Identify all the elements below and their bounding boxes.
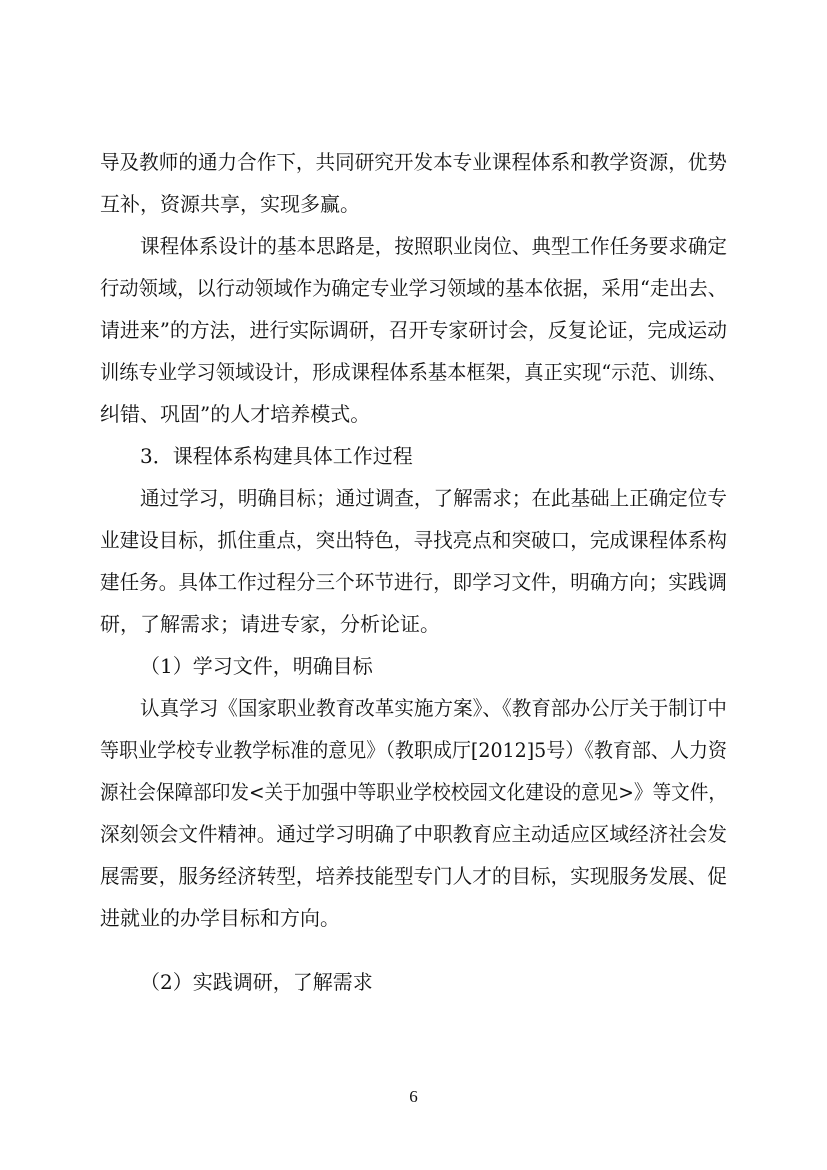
text-line: 进就业的办学目标和方向。 <box>100 906 340 930</box>
paragraph-first-line: 认真学习《国家职业教育改革实施方案》、《教育部办公厅关于制订中 <box>140 696 727 720</box>
text-line: 深刻领会文件精神。通过学习明确了中职教育应主动适应区域经济社会发 <box>100 822 727 846</box>
page-number: 6 <box>409 1087 418 1106</box>
paragraph-first-line: 课程体系设计的基本思路是，按照职业岗位、典型工作任务要求确定 <box>140 234 727 258</box>
text-line: 研，了解需求；请进专家，分析论证。 <box>100 612 440 636</box>
text-line: 导及教师的通力合作下，共同研究开发本专业课程体系和教学资源，优势 <box>100 150 727 174</box>
text-line: 纠错、巩固”的人才培养模式。 <box>100 402 371 426</box>
text-line: 训练专业学习领域设计，形成课程体系基本框架，真正实现“示范、训练、 <box>100 360 727 384</box>
subsection-heading: （2）实践调研，了解需求 <box>140 970 373 994</box>
text-line: 行动领域，以行动领域作为确定专业学习领域的基本依据，采用“走出去、 <box>100 276 727 300</box>
subsection-heading: （1）学习文件，明确目标 <box>140 654 373 678</box>
text-line: 请进来”的方法，进行实际调研，召开专家研讨会，反复论证，完成运动 <box>100 318 727 342</box>
section-heading: 3．课程体系构建具体工作过程 <box>140 444 413 468</box>
text-line: 业建设目标，抓住重点，突出特色，寻找亮点和突破口，完成课程体系构 <box>100 528 727 552</box>
text-line: 建任务。具体工作过程分三个环节进行，即学习文件，明确方向；实践调 <box>100 570 727 594</box>
paragraph-first-line: 通过学习，明确目标；通过调查，了解需求；在此基础上正确定位专 <box>140 486 727 510</box>
text-line: 源社会保障部印发<关于加强中等职业学校校园文化建设的意见>》等文件， <box>100 780 727 804</box>
text-line: 展需要，服务经济转型，培养技能型专门人才的目标，实现服务发展、促 <box>100 864 727 888</box>
text-line: 等职业学校专业教学标准的意见》（教职成厅[2012]5号）《教育部、人力资 <box>100 738 727 762</box>
text-line: 互补，资源共享，实现多赢。 <box>100 192 360 216</box>
